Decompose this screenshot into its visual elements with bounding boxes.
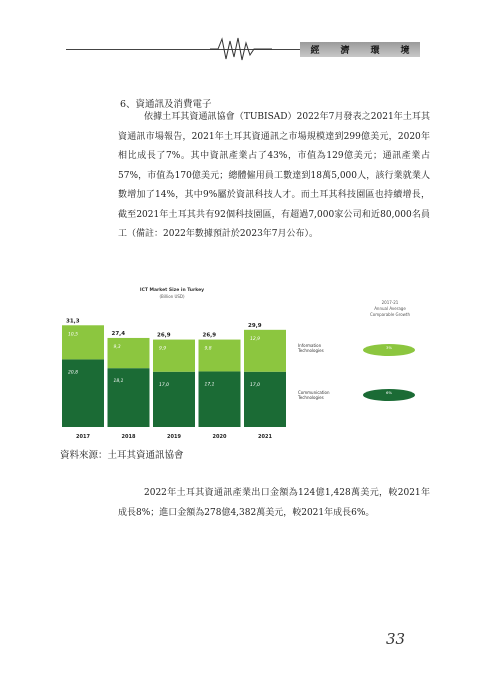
data-label-communication: 20,8 — [68, 370, 79, 376]
x-tick-label: 2018 — [121, 434, 136, 440]
data-label-communication: 17,0 — [159, 382, 170, 388]
chart-bars — [62, 318, 286, 427]
growth-title-line: 2017-21 — [381, 300, 399, 305]
bar-information-2020 — [199, 340, 241, 372]
data-label-communication: 18,1 — [113, 379, 124, 385]
source-note: 資料來源：土耳其資通訊協會 — [60, 450, 184, 461]
x-tick-label: 2021 — [258, 434, 272, 440]
bar-communication-2019 — [153, 372, 195, 427]
data-label-information: 10,5 — [68, 332, 79, 338]
data-label-information: 9,9 — [159, 346, 167, 352]
data-label-total: 31,3 — [66, 318, 80, 325]
header-wave-icon — [210, 35, 272, 63]
data-label-communication: 17,1 — [204, 382, 215, 388]
bar-information-2017 — [62, 325, 104, 359]
section-heading: 6、資通訊及消費電子 — [120, 99, 212, 110]
header-char: 濟 — [340, 46, 350, 56]
chart-legend — [297, 343, 330, 400]
data-label-total: 26,9 — [157, 332, 171, 339]
chart-subtitle: (Billion USD) — [159, 294, 185, 299]
data-label-total: 29,9 — [248, 322, 262, 329]
growth-title-line: Annual Average — [374, 306, 406, 311]
ict-market-chart — [62, 287, 420, 441]
bar-information-2019 — [153, 340, 195, 372]
data-label-information: 9,3 — [113, 344, 121, 350]
bar-communication-2021 — [244, 372, 286, 427]
data-label-information: 12,9 — [250, 336, 261, 342]
data-label-communication: 17,0 — [250, 382, 261, 388]
legend-information-technologies: Information Technologies — [298, 343, 324, 353]
chart-title: ICT Market Size in Turkey — [139, 288, 205, 293]
data-label-total: 27,4 — [111, 330, 126, 337]
growth-panel — [363, 300, 415, 401]
growth-title-line: Comparable Growth — [369, 312, 411, 317]
header-char: 環 — [370, 46, 380, 56]
header-char: 經 — [310, 46, 320, 56]
x-tick-label: 2020 — [212, 434, 227, 440]
body-paragraph-2: 2022年土耳其資通訊產業出口金額為124億1,428萬美元，較2021年成長8%；進口金額為278億4,382萬美元，較2021年成長6%。 — [118, 488, 430, 518]
data-label-information: 9,8 — [204, 346, 212, 352]
header-section-tab — [300, 42, 420, 57]
header-char: 境 — [400, 46, 410, 56]
legend-communication-technologies: Communication Technologies — [298, 390, 330, 400]
page-number: 33 — [386, 630, 406, 648]
bar-communication-2020 — [199, 371, 241, 427]
x-tick-label: 2019 — [167, 434, 181, 440]
bar-information-2018 — [108, 338, 150, 368]
body-paragraph-1: 依據土耳其資通訊協會（TUBISAD）2022年7月發表之2021年土耳其資通訊市場報告，2021年土耳其資通訊之市場規模達到299億美元，2020年相比成長了7%。其中資訊產業占了43%，市值為129億美元；通訊產業占57%，市值為170億美元；總體僱用員工數達到18萬5,000人，該行業就業人數增加了14%，其中9%屬於資訊科技人才。而土耳其科技園區也持續增長，截至2021年土耳其共有92個科技園區，有超過7,000家公司和近80,000名員工（備註：2022年數據預計於2023年7月公布）。 — [118, 112, 430, 239]
growth-it-label: 3% — [385, 345, 393, 350]
chart-x-axis — [76, 434, 272, 440]
x-tick-label: 2017 — [76, 434, 90, 440]
bar-communication-2018 — [108, 368, 150, 427]
data-label-total: 26,9 — [202, 332, 217, 339]
growth-ct-label: 6% — [385, 390, 393, 395]
